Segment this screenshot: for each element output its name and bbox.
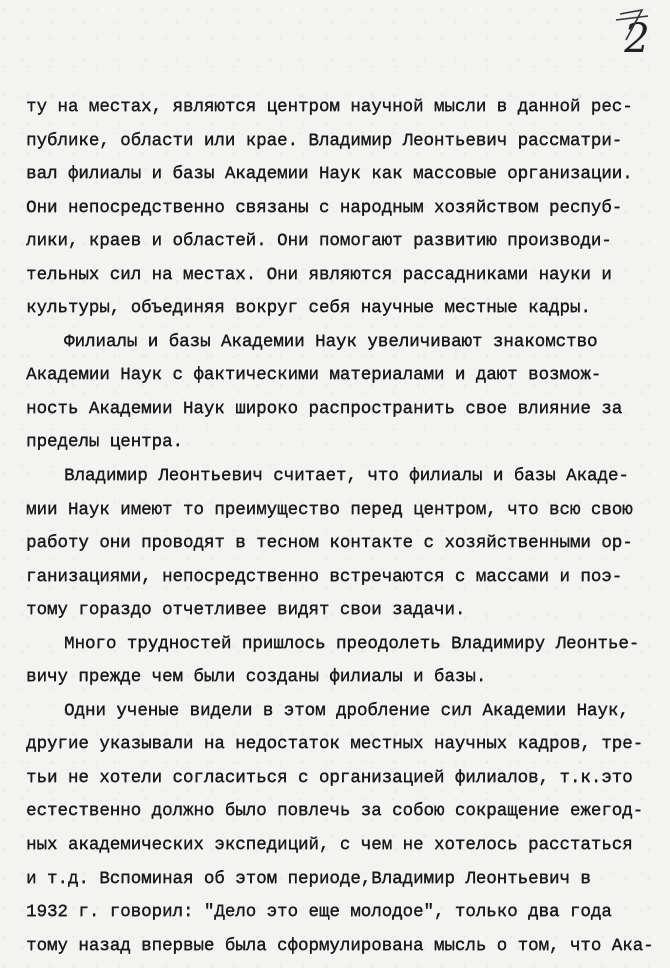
paragraph-first-line: Одни ученые видели в этом дробление сил Академии Наук, bbox=[64, 700, 629, 721]
text-line: вал филиалы и базы Академии Наук как массовые организации. bbox=[26, 164, 633, 185]
text-line: Они непосредственно связаны с народным хозяйством респуб- bbox=[26, 197, 623, 218]
paragraph-first-line: Много трудностей пришлось преодолеть Владимиру Леонтье- bbox=[64, 633, 640, 654]
text-line: ту на местах, являются центром научной мысли в данной рес- bbox=[26, 97, 633, 117]
text-line: ность Академии Наук широко распространить свое влияние за bbox=[26, 398, 623, 419]
text-line: ганизациями, непосредственно встречаются с массами и поэ- bbox=[26, 566, 623, 587]
text-line: вичу прежде чем были созданы филиалы и базы. bbox=[26, 667, 487, 688]
text-line: тому гораздо отчетливее видят свои задачи. bbox=[26, 600, 466, 621]
text-line: мии Наук имеют то преимущество перед центром, что всю свою bbox=[26, 499, 633, 520]
handwritten-page-number bbox=[612, 6, 662, 72]
text-line: пределы центра. bbox=[26, 432, 183, 453]
typewritten-body-text bbox=[26, 91, 666, 963]
text-line: работу они проводят в тесном контакте с хозяйственными ор- bbox=[26, 533, 633, 554]
text-line: культуры, объединяя вокруг себя научные местные кадры. bbox=[26, 298, 591, 319]
text-line: публике, области или крае. Владимир Леонтьевич рассматри- bbox=[26, 130, 623, 151]
paragraph-first-line: Владимир Леонтьевич считает, что филиалы и базы Акаде- bbox=[64, 466, 629, 487]
text-line: лики, краев и областей. Они помогают развитию производи- bbox=[26, 231, 612, 252]
text-line: тому назад впервые была сформулирована мысль о том, что Ака- bbox=[26, 935, 654, 956]
text-line: другие указывали на недостаток местных научных кадров, тре- bbox=[26, 734, 644, 755]
paragraph-first-line: Филиалы и базы Академии Наук увеличивают знакомство bbox=[64, 331, 598, 352]
text-line: ных академических экспедиций, с чем не хотелось расстаться bbox=[26, 835, 633, 856]
text-line: тьи не хотели согласиться с организацией филиалов, т.к.это bbox=[26, 767, 633, 788]
crossed-out-number-mark bbox=[612, 6, 662, 72]
text-line: Академии Наук с фактическими материалами и дают возмож- bbox=[26, 365, 602, 386]
text-line: 1932 г. говорил: "Дело это еще молодое", только два года bbox=[26, 902, 612, 923]
text-line: естественно должно было повлечь за собою сокращение ежегод- bbox=[26, 801, 644, 822]
text-line: и т.д. Вспоминая об этом периоде,Владимир Леонтьевич в bbox=[26, 868, 591, 889]
text-line: тельных сил на местах. Они являются рассадниками науки и bbox=[26, 264, 612, 285]
page-number-text: 2 bbox=[624, 16, 650, 62]
